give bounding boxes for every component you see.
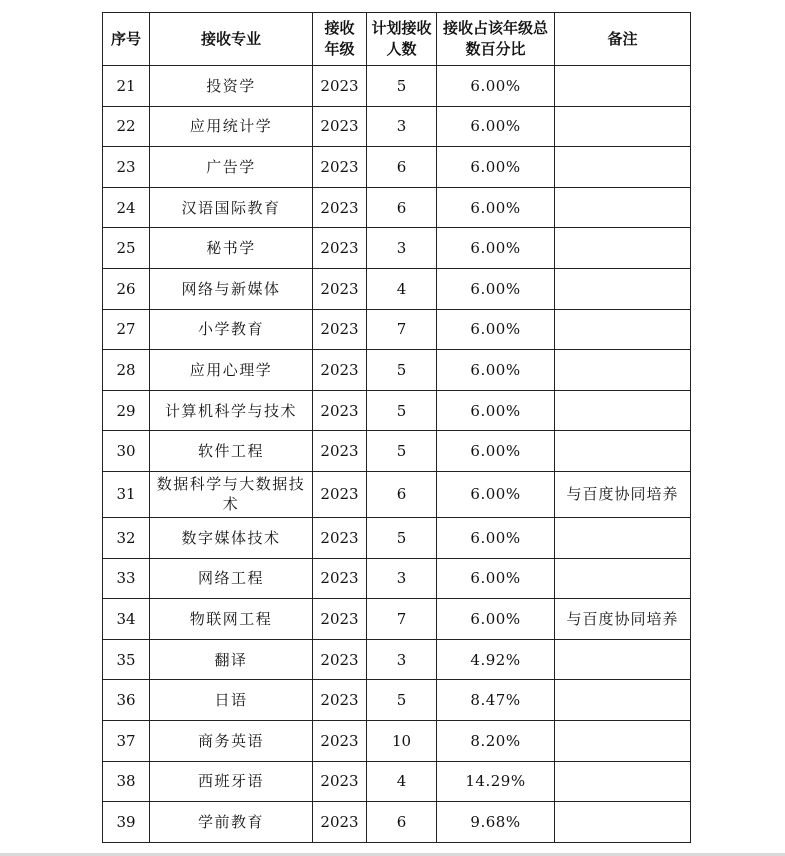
- cell-index: 32: [103, 517, 150, 558]
- table-row: [103, 431, 691, 472]
- cell-percent: 9.68%: [437, 802, 555, 843]
- cell-remark: [555, 268, 691, 309]
- cell-year: 2023: [313, 309, 367, 350]
- cell-index: 34: [103, 599, 150, 640]
- cell-percent: 6.00%: [437, 471, 555, 517]
- cell-remark: [555, 680, 691, 721]
- cell-planned: 3: [367, 106, 437, 147]
- cell-percent: 6.00%: [437, 390, 555, 431]
- cell-planned: 7: [367, 309, 437, 350]
- cell-major: 日语: [150, 680, 313, 721]
- cell-year: 2023: [313, 558, 367, 599]
- cell-planned: 4: [367, 268, 437, 309]
- cell-percent: 6.00%: [437, 66, 555, 107]
- table-row: [103, 558, 691, 599]
- cell-percent: 8.20%: [437, 720, 555, 761]
- table-row: [103, 390, 691, 431]
- cell-remark: [555, 639, 691, 680]
- cell-planned: 6: [367, 147, 437, 188]
- cell-planned: 5: [367, 680, 437, 721]
- cell-year: 2023: [313, 517, 367, 558]
- cell-percent: 6.00%: [437, 599, 555, 640]
- cell-year: 2023: [313, 599, 367, 640]
- cell-major: 秘书学: [150, 228, 313, 269]
- cell-remark: [555, 720, 691, 761]
- cell-year: 2023: [313, 106, 367, 147]
- cell-percent: 6.00%: [437, 147, 555, 188]
- table-row: [103, 802, 691, 843]
- table-row: [103, 309, 691, 350]
- cell-index: 22: [103, 106, 150, 147]
- cell-major: 小学教育: [150, 309, 313, 350]
- cell-remark: [555, 66, 691, 107]
- table-row: [103, 268, 691, 309]
- cell-index: 23: [103, 147, 150, 188]
- cell-planned: 10: [367, 720, 437, 761]
- cell-year: 2023: [313, 761, 367, 802]
- cell-percent: 14.29%: [437, 761, 555, 802]
- table-row: [103, 517, 691, 558]
- cell-planned: 3: [367, 558, 437, 599]
- table-row: [103, 106, 691, 147]
- cell-index: 35: [103, 639, 150, 680]
- cell-index: 33: [103, 558, 150, 599]
- cell-percent: 6.00%: [437, 309, 555, 350]
- cell-percent: 6.00%: [437, 558, 555, 599]
- table-row: [103, 350, 691, 391]
- cell-percent: 4.92%: [437, 639, 555, 680]
- table-row: [103, 187, 691, 228]
- cell-planned: 6: [367, 802, 437, 843]
- cell-percent: 6.00%: [437, 106, 555, 147]
- cell-index: 36: [103, 680, 150, 721]
- cell-index: 38: [103, 761, 150, 802]
- cell-year: 2023: [313, 268, 367, 309]
- cell-year: 2023: [313, 471, 367, 517]
- cell-index: 21: [103, 66, 150, 107]
- cell-year: 2023: [313, 390, 367, 431]
- cell-planned: 7: [367, 599, 437, 640]
- cell-index: 24: [103, 187, 150, 228]
- cell-major: 应用统计学: [150, 106, 313, 147]
- cell-percent: 6.00%: [437, 517, 555, 558]
- table-row: [103, 599, 691, 640]
- cell-planned: 5: [367, 431, 437, 472]
- cell-planned: 5: [367, 350, 437, 391]
- table-row: [103, 471, 691, 517]
- cell-major: 网络工程: [150, 558, 313, 599]
- cell-remark: [555, 228, 691, 269]
- header-row: [103, 13, 691, 66]
- cell-remark: [555, 309, 691, 350]
- table-row: [103, 228, 691, 269]
- cell-year: 2023: [313, 66, 367, 107]
- cell-index: 25: [103, 228, 150, 269]
- table-row: [103, 761, 691, 802]
- table-row: [103, 720, 691, 761]
- cell-remark: [555, 187, 691, 228]
- cell-year: 2023: [313, 720, 367, 761]
- cell-remark: 与百度协同培养: [555, 471, 691, 517]
- cell-index: 30: [103, 431, 150, 472]
- cell-major: 数据科学与大数据技术: [150, 471, 313, 517]
- cell-major: 计算机科学与技术: [150, 390, 313, 431]
- cell-major: 广告学: [150, 147, 313, 188]
- cell-planned: 3: [367, 228, 437, 269]
- table-body: [103, 66, 691, 843]
- cell-major: 数字媒体技术: [150, 517, 313, 558]
- table-header: [103, 13, 691, 66]
- cell-major: 西班牙语: [150, 761, 313, 802]
- cell-index: 31: [103, 471, 150, 517]
- header-remark: 备注: [555, 13, 691, 66]
- header-planned: 计划接收人数: [367, 13, 437, 66]
- cell-remark: [555, 761, 691, 802]
- cell-major: 汉语国际教育: [150, 187, 313, 228]
- cell-remark: [555, 390, 691, 431]
- cell-planned: 6: [367, 187, 437, 228]
- header-percent: 接收占该年级总数百分比: [437, 13, 555, 66]
- cell-percent: 6.00%: [437, 431, 555, 472]
- table-row: [103, 147, 691, 188]
- cell-percent: 6.00%: [437, 228, 555, 269]
- cell-year: 2023: [313, 147, 367, 188]
- cell-index: 28: [103, 350, 150, 391]
- cell-index: 29: [103, 390, 150, 431]
- table-row: [103, 639, 691, 680]
- cell-index: 39: [103, 802, 150, 843]
- cell-planned: 3: [367, 639, 437, 680]
- cell-year: 2023: [313, 187, 367, 228]
- cell-planned: 5: [367, 66, 437, 107]
- cell-year: 2023: [313, 802, 367, 843]
- cell-remark: [555, 558, 691, 599]
- cell-year: 2023: [313, 431, 367, 472]
- header-index: 序号: [103, 13, 150, 66]
- cell-planned: 6: [367, 471, 437, 517]
- cell-remark: 与百度协同培养: [555, 599, 691, 640]
- cell-index: 37: [103, 720, 150, 761]
- cell-planned: 5: [367, 517, 437, 558]
- cell-year: 2023: [313, 680, 367, 721]
- cell-remark: [555, 350, 691, 391]
- cell-major: 翻译: [150, 639, 313, 680]
- header-major: 接收专业: [150, 13, 313, 66]
- cell-year: 2023: [313, 228, 367, 269]
- cell-year: 2023: [313, 350, 367, 391]
- cell-percent: 8.47%: [437, 680, 555, 721]
- cell-percent: 6.00%: [437, 187, 555, 228]
- cell-index: 27: [103, 309, 150, 350]
- cell-major: 学前教育: [150, 802, 313, 843]
- cell-remark: [555, 147, 691, 188]
- cell-major: 网络与新媒体: [150, 268, 313, 309]
- cell-year: 2023: [313, 639, 367, 680]
- header-year: 接收年级: [313, 13, 367, 66]
- cell-remark: [555, 431, 691, 472]
- cell-index: 26: [103, 268, 150, 309]
- cell-percent: 6.00%: [437, 350, 555, 391]
- table-row: [103, 66, 691, 107]
- cell-remark: [555, 517, 691, 558]
- cell-major: 商务英语: [150, 720, 313, 761]
- cell-major: 投资学: [150, 66, 313, 107]
- cell-major: 物联网工程: [150, 599, 313, 640]
- cell-remark: [555, 802, 691, 843]
- cell-planned: 4: [367, 761, 437, 802]
- majors-table: [102, 12, 691, 843]
- table-row: [103, 680, 691, 721]
- cell-planned: 5: [367, 390, 437, 431]
- cell-remark: [555, 106, 691, 147]
- cell-percent: 6.00%: [437, 268, 555, 309]
- cell-major: 软件工程: [150, 431, 313, 472]
- cell-major: 应用心理学: [150, 350, 313, 391]
